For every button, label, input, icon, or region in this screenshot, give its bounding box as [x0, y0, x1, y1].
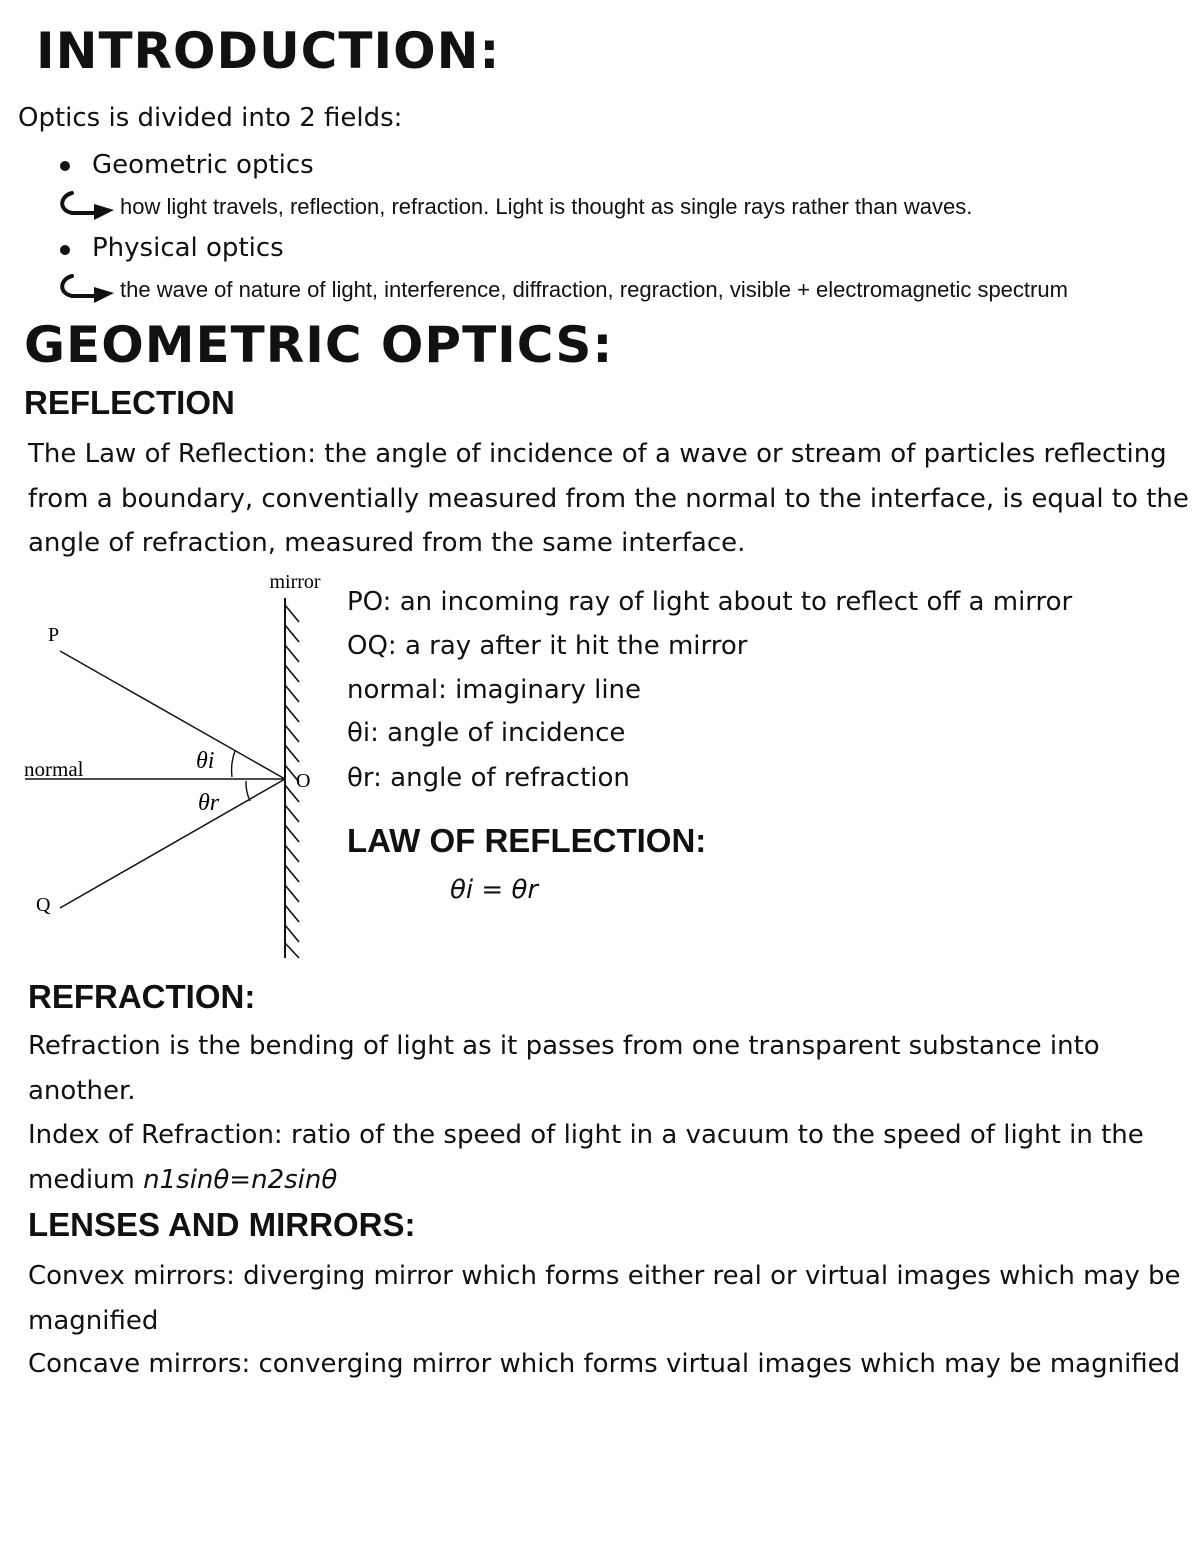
snell-formula: n1sinθ=n2sinθ: [143, 1164, 338, 1195]
field-geometric-note: how light travels, reflection, refraction. Light is thought as single rays rather than waves.: [120, 194, 973, 219]
curved-arrow-icon: [58, 273, 118, 305]
normal-label: normal: [24, 757, 84, 781]
point-p-label: P: [48, 624, 60, 646]
point-o-label: O: [296, 770, 311, 792]
concave-mirrors-text: Concave mirrors: converging mirror which forms virtual images which may be magnified: [28, 1349, 1181, 1379]
lenses-heading: LENSES AND MIRRORS:: [28, 1206, 416, 1243]
reflection-heading: REFLECTION: [24, 384, 235, 421]
reflection-diagram: [0, 565, 340, 970]
bullet-icon: [60, 161, 70, 171]
reflected-ray: [60, 779, 285, 908]
curved-arrow-icon: [58, 190, 118, 222]
intro-heading: INTRODUCTION:: [36, 22, 501, 80]
mirror-label: mirror: [269, 571, 321, 593]
theta-i-label: θi: [196, 748, 215, 774]
field-geometric: Geometric optics: [92, 150, 314, 180]
index-of-refraction-text: Index of Refraction: ratio of the speed of light in a vacuum to the speed of light in the medium: [28, 1120, 1144, 1195]
definition-theta-r: θr: angle of refraction: [347, 763, 630, 793]
field-physical-note: the wave of nature of light, interference, diffraction, regraction, visible + electromagnetic spectrum: [120, 277, 1068, 302]
definition-normal: normal: imaginary line: [347, 675, 642, 705]
point-q-label: Q: [36, 894, 51, 916]
geometric-heading: GEOMETRIC OPTICS:: [24, 316, 614, 374]
theta-r-label: θr: [198, 790, 220, 816]
convex-mirrors-text: Convex mirrors: diverging mirror which forms either real or virtual images which may be magnified: [28, 1261, 1181, 1336]
definition-theta-i: θi: angle of incidence: [347, 718, 626, 748]
definition-oq: OQ: a ray after it hit the mirror: [347, 631, 748, 661]
theta-r-arc: [246, 781, 250, 801]
law-of-reflection-text: The Law of Reflection: the angle of incidence of a wave or stream of particles reflecting from a boundary, conventially measured from the normal to the interface, is equal to the angle of refraction, measured from the same interface.: [28, 439, 1189, 558]
law-of-reflection-heading: LAW OF REFLECTION:: [347, 822, 707, 859]
refraction-definition: Refraction is the bending of light as it passes from one transparent substance into another.: [28, 1031, 1100, 1106]
index-of-refraction: [28, 1113, 1193, 1202]
field-physical: Physical optics: [92, 233, 284, 263]
bullet-icon: [60, 245, 70, 255]
refraction-heading: REFRACTION:: [28, 978, 256, 1015]
incident-ray: [60, 651, 285, 779]
intro-lead: Optics is divided into 2 fields:: [18, 103, 403, 133]
theta-i-arc: [232, 751, 235, 777]
definition-po: PO: an incoming ray of light about to reflect off a mirror: [347, 587, 1073, 617]
law-of-reflection-formula: θi = θr: [450, 875, 539, 905]
